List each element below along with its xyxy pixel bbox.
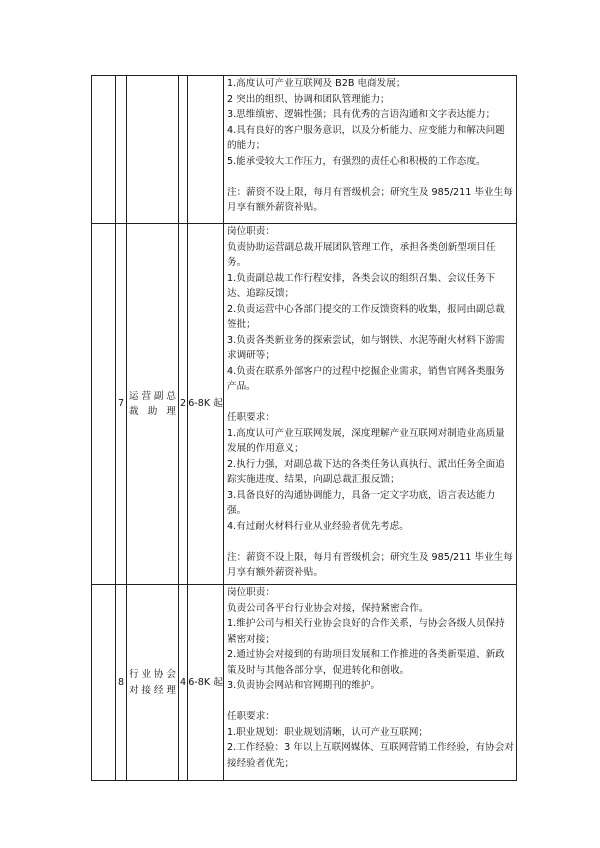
description-line: 负责公司各平台行业协会对接，保持紧密合作。 bbox=[227, 602, 429, 614]
headcount: 2 bbox=[179, 224, 188, 585]
description-line: 负责协助运营副总裁开展团队管理工作，承担各类创新型项目任务。 bbox=[227, 241, 496, 268]
headcount bbox=[179, 76, 188, 224]
salary: 6-8K 起 bbox=[188, 224, 224, 585]
table-row bbox=[92, 224, 517, 585]
description-line: 4.有过耐火材料行业从业经验者优先考虑。 bbox=[227, 520, 409, 532]
description-line: 5.能承受较大工作压力，有强烈的责任心和积极的工作态度。 bbox=[227, 155, 486, 167]
blank-cell bbox=[92, 76, 116, 224]
description-line: 2.工作经验：3 年以上互联网媒体、互联网营销工作经验，有协会对接经验者优先； bbox=[227, 742, 514, 769]
spacer bbox=[227, 694, 514, 710]
description-line: 1.职业规划：职业规划清晰，认可产业互联网； bbox=[227, 726, 429, 738]
section-heading: 岗位职责： bbox=[227, 226, 275, 237]
salary-note: 注：薪资不设上限，每月有晋级机会；研究生及 985/211 毕业生每月享有额外薪资补贴。 bbox=[227, 186, 513, 213]
section-heading: 岗位职责： bbox=[227, 587, 275, 598]
description-line: 1.负责副总裁工作行程安排，各类会议的组织召集、会议任务下达、追踪反馈； bbox=[227, 272, 496, 299]
headcount: 4 bbox=[179, 585, 188, 781]
spacer bbox=[227, 169, 514, 185]
job-description bbox=[224, 76, 517, 224]
description-line: 2.通过协会对接到的有助项目发展和工作推进的各类新渠道、新政策及时与其他各部分享，促进转化和创收。 bbox=[227, 649, 505, 676]
description-line: 1.维护公司与相关行业协会良好的合作关系，与协会各级人员保持紧密对接； bbox=[227, 618, 505, 645]
description-line: 2.执行力强，对副总裁下达的各类任务认真执行、派出任务全面追踪实施进度、结果，向副总裁汇报反馈； bbox=[227, 458, 505, 485]
job-description bbox=[224, 585, 517, 781]
blank-cell bbox=[92, 224, 116, 585]
salary-note: 注：薪资不设上限，每月有晋级机会；研究生及 985/211 毕业生每月享有额外薪资补贴。 bbox=[227, 551, 513, 578]
salary: 6-8K 起 bbox=[188, 585, 224, 781]
job-table bbox=[91, 75, 517, 781]
row-number: 8 bbox=[116, 585, 127, 781]
description-line: 4.负责在联系外部客户的过程中挖掘企业需求，销售官网各类服务产品。 bbox=[227, 365, 505, 392]
blank-cell bbox=[92, 585, 116, 781]
job-title: 行业协会对接经理 bbox=[127, 585, 179, 781]
description-line: 2.负责运营中心各部门提交的工作反馈资料的收集，报同由副总裁签批； bbox=[227, 303, 505, 330]
job-title bbox=[127, 76, 179, 224]
description-line: 2 突出的组织、协调和团队管理能力； bbox=[227, 93, 390, 105]
section-heading: 任职要求： bbox=[227, 412, 275, 423]
row-number bbox=[116, 76, 127, 224]
table-row bbox=[92, 76, 517, 224]
row-number: 7 bbox=[116, 224, 127, 585]
description-line: 3.负责各类新业务的探索尝试，如与钢铁、水泥等耐火材料下游需求调研等； bbox=[227, 334, 505, 361]
description-line: 3.负责协会网站和官网期刊的维护。 bbox=[227, 680, 381, 691]
description-line: 3.具备良好的沟通协调能力，具备一定文字功底，语言表达能力强。 bbox=[227, 489, 496, 516]
salary bbox=[188, 76, 224, 224]
job-title: 运营副总裁助理 bbox=[127, 224, 179, 585]
spacer bbox=[227, 534, 514, 550]
description-line: 4.具有良好的客户服务意识，以及分析能力、应变能力和解决问题的能力； bbox=[227, 124, 505, 151]
table-row bbox=[92, 585, 517, 781]
section-heading: 任职要求： bbox=[227, 711, 275, 722]
description-line: 1.高度认可产业互联网发展，深度理解产业互联网对制造业高质量发展的作用意义； bbox=[227, 427, 505, 454]
spacer bbox=[227, 395, 514, 411]
description-line: 3.思维缜密、逻辑性强；具有优秀的言语沟通和文字表达能力； bbox=[227, 109, 496, 120]
description-line: 1.高度认可产业互联网及 B2B 电商发展； bbox=[227, 78, 406, 89]
job-description bbox=[224, 224, 517, 585]
